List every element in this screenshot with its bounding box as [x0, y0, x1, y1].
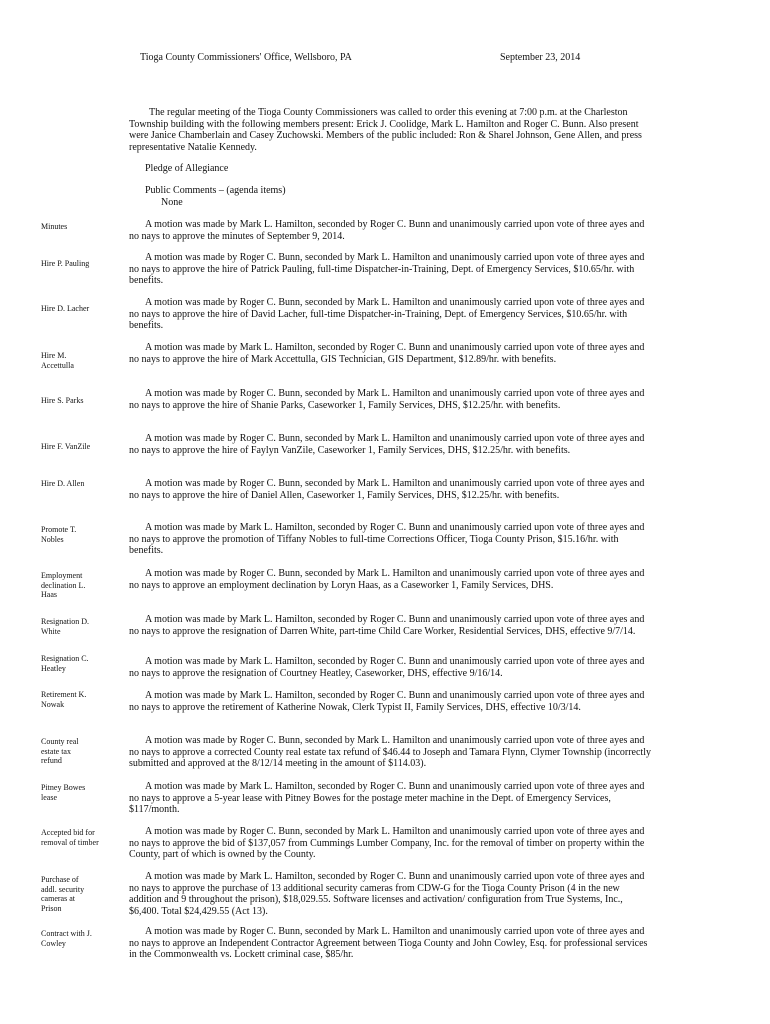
motion-label: Minutes [41, 222, 68, 231]
motion-label: Hire F. VanZile [41, 442, 91, 451]
motion-text: A motion was made by Mark L. Hamilton, seconded by Roger C. Bunn and unanimously carried upon vote of three ayes and no nays to approve the hire of Mark Accettulla, GIS Technician, GIS Department, $12.89/hr. with benefits. [129, 342, 645, 365]
motion-text: A motion was made by Roger C. Bunn, seconded by Mark L. Hamilton and unanimously carried upon vote of three ayes and no nays to approve an Independent Contractor Agreement between Tioga County and John Cowley, Esq. for professional services in the Commonwealth vs. Lockett criminal case, $85/hr. [129, 926, 648, 960]
motion-label: Contract with J. Cowley [41, 929, 92, 948]
motion-text: A motion was made by Mark L. Hamilton, seconded by Roger C. Bunn and unanimously carried upon vote of three ayes and no nays to approve the resignation of Courtney Heatley, Caseworker, DHS, effective 9/16/14. [129, 656, 645, 679]
motion-label: Hire M. Accettulla [41, 351, 74, 370]
motion-text: A motion was made by Roger C. Bunn, seconded by Mark L. Hamilton and unanimously carried upon vote of three ayes and no nays to approve the hire of Faylyn VanZile, Caseworker 1, Family Services, DHS, $12.25/hr. with benefits. [129, 433, 645, 456]
motion-label: Retirement K. Nowak [41, 690, 87, 709]
motion-text: A motion was made by Mark L. Hamilton, seconded by Roger C. Bunn and unanimously carried upon vote of three ayes and no nays to approve the promotion of Tiffany Nobles to full-time Corrections Officer, Tioga County Prison, $15.16/hr. with benefits. [129, 522, 645, 556]
motion-text: A motion was made by Roger C. Bunn, seconded by Mark L. Hamilton and unanimously carried upon vote of three ayes and no nays to approve the hire of David Lacher, full-time Dispatcher-in-Training, Dept. of Emergency Services, $10.65/hr. with benefits. [129, 297, 645, 331]
intro-text: The regular meeting of the Tioga County Commissioners was called to order this evening at 7:00 p.m. at the Charleston Township building with the following members present: Erick J. Coolidge, Mark L. Hamilton and Roger C. Bunn. Also present were Janice Chamberlain and Casey Zuchowski. Members of the public included: Ron & Sharel Johnson, Gene Allen, and press representative Natalie Kennedy. [129, 107, 642, 153]
pledge-of-allegiance: Pledge of Allegiance [145, 163, 229, 174]
public-comments-title: Public Comments – (agenda items) [145, 185, 286, 196]
motion-label: Hire D. Allen [41, 479, 85, 488]
motion-text: A motion was made by Mark L. Hamilton, seconded by Roger C. Bunn and unanimously carried upon vote of three ayes and no nays to approve a 5-year lease with Pitney Bowes for the postage meter machine in the Dept. of Emergency Services, $117/month. [129, 781, 645, 815]
public-comments-value: None [161, 196, 183, 208]
office-header: Tioga County Commissioners' Office, Wellsboro, PA [140, 52, 352, 63]
motion-label: Resignation C. Heatley [41, 654, 89, 673]
intro-paragraph [129, 107, 649, 153]
meeting-date: September 23, 2014 [500, 52, 581, 63]
motion-label: Hire S. Parks [41, 396, 84, 405]
motion-text: A motion was made by Mark L. Hamilton, seconded by Roger C. Bunn and unanimously carried upon vote of three ayes and no nays to approve the resignation of Darren White, part-time Child Care Worker, Residential Services, DHS, effective 9/7/14. [129, 614, 645, 637]
motion-text: A motion was made by Mark L. Hamilton, seconded by Roger C. Bunn and unanimously carried upon vote of three ayes and no nays to approve the purchase of 13 additional security cameras from CDW-G for the Tioga County Prison (4 in the new addition and 9 throughout the prison), $18,029.55. Software licenses and activation/ configuration from True Systems, Inc., $6,400. Total $24,429.55 (Act 13). [129, 871, 645, 917]
motion-label: Pitney Bowes lease [41, 783, 86, 802]
motion-label: Resignation D. White [41, 617, 89, 636]
motion-text: A motion was made by Roger C. Bunn, seconded by Mark L. Hamilton and unanimously carried upon vote of three ayes and no nays to approve the hire of Patrick Pauling, full-time Dispatcher-in-Training, Dept. of Emergency Services, $10.65/hr. with benefits. [129, 252, 645, 286]
motion-label: Hire P. Pauling [41, 259, 90, 268]
motion-label: Hire D. Lacher [41, 304, 90, 313]
motion-text: A motion was made by Roger C. Bunn, seconded by Mark L. Hamilton and unanimously carried upon vote of three ayes and no nays to approve the hire of Daniel Allen, Caseworker 1, Family Services, DHS, $12.25/hr. with benefits. [129, 478, 645, 501]
motion-text: A motion was made by Roger C. Bunn, seconded by Mark L. Hamilton and unanimously carried upon vote of three ayes and no nays to approve the bid of $137,057 from Cummings Lumber Company, Inc. for the removal of timber on property within the County, part of which is owned by the County. [129, 826, 645, 860]
motion-text: A motion was made by Roger C. Bunn, seconded by Mark L. Hamilton and unanimously carried upon vote of three ayes and no nays to approve a corrected County real estate tax refund of $46.44 to Joseph and Tamara Flynn, Clymer Township (incorrectly submitted and approved at the 8/12/14 meeting in the amount of $114.03). [129, 735, 651, 769]
motion-text: A motion was made by Mark L. Hamilton, seconded by Roger C. Bunn and unanimously carried upon vote of three ayes and no nays to approve the minutes of September 9, 2014. [129, 219, 645, 242]
motion-text: A motion was made by Roger C. Bunn, seconded by Mark L. Hamilton and unanimously carried upon vote of three ayes and no nays to approve the hire of Shanie Parks, Caseworker 1, Family Services, DHS, $12.25/hr. with benefits. [129, 388, 645, 411]
motion-text: A motion was made by Mark L. Hamilton, seconded by Roger C. Bunn and unanimously carried upon vote of three ayes and no nays to approve the retirement of Katherine Nowak, Clerk Typist II, Family Services, DHS, effective 10/3/14. [129, 690, 645, 713]
public-comments [145, 185, 286, 208]
motion-text: A motion was made by Roger C. Bunn, seconded by Mark L. Hamilton and unanimously carried upon vote of three ayes and no nays to approve an employment declination by Loryn Haas, as a Caseworker 1, Family Services, DHS. [129, 568, 645, 591]
motion-label: Purchase of addl. security cameras at Prison [41, 875, 85, 913]
motion-label: Employment declination L. Haas [41, 571, 86, 599]
motion-label: Promote T. Nobles [41, 525, 77, 544]
motion-label: Accepted bid for removal of timber [41, 828, 99, 847]
motion-label: County real estate tax refund [41, 737, 79, 765]
